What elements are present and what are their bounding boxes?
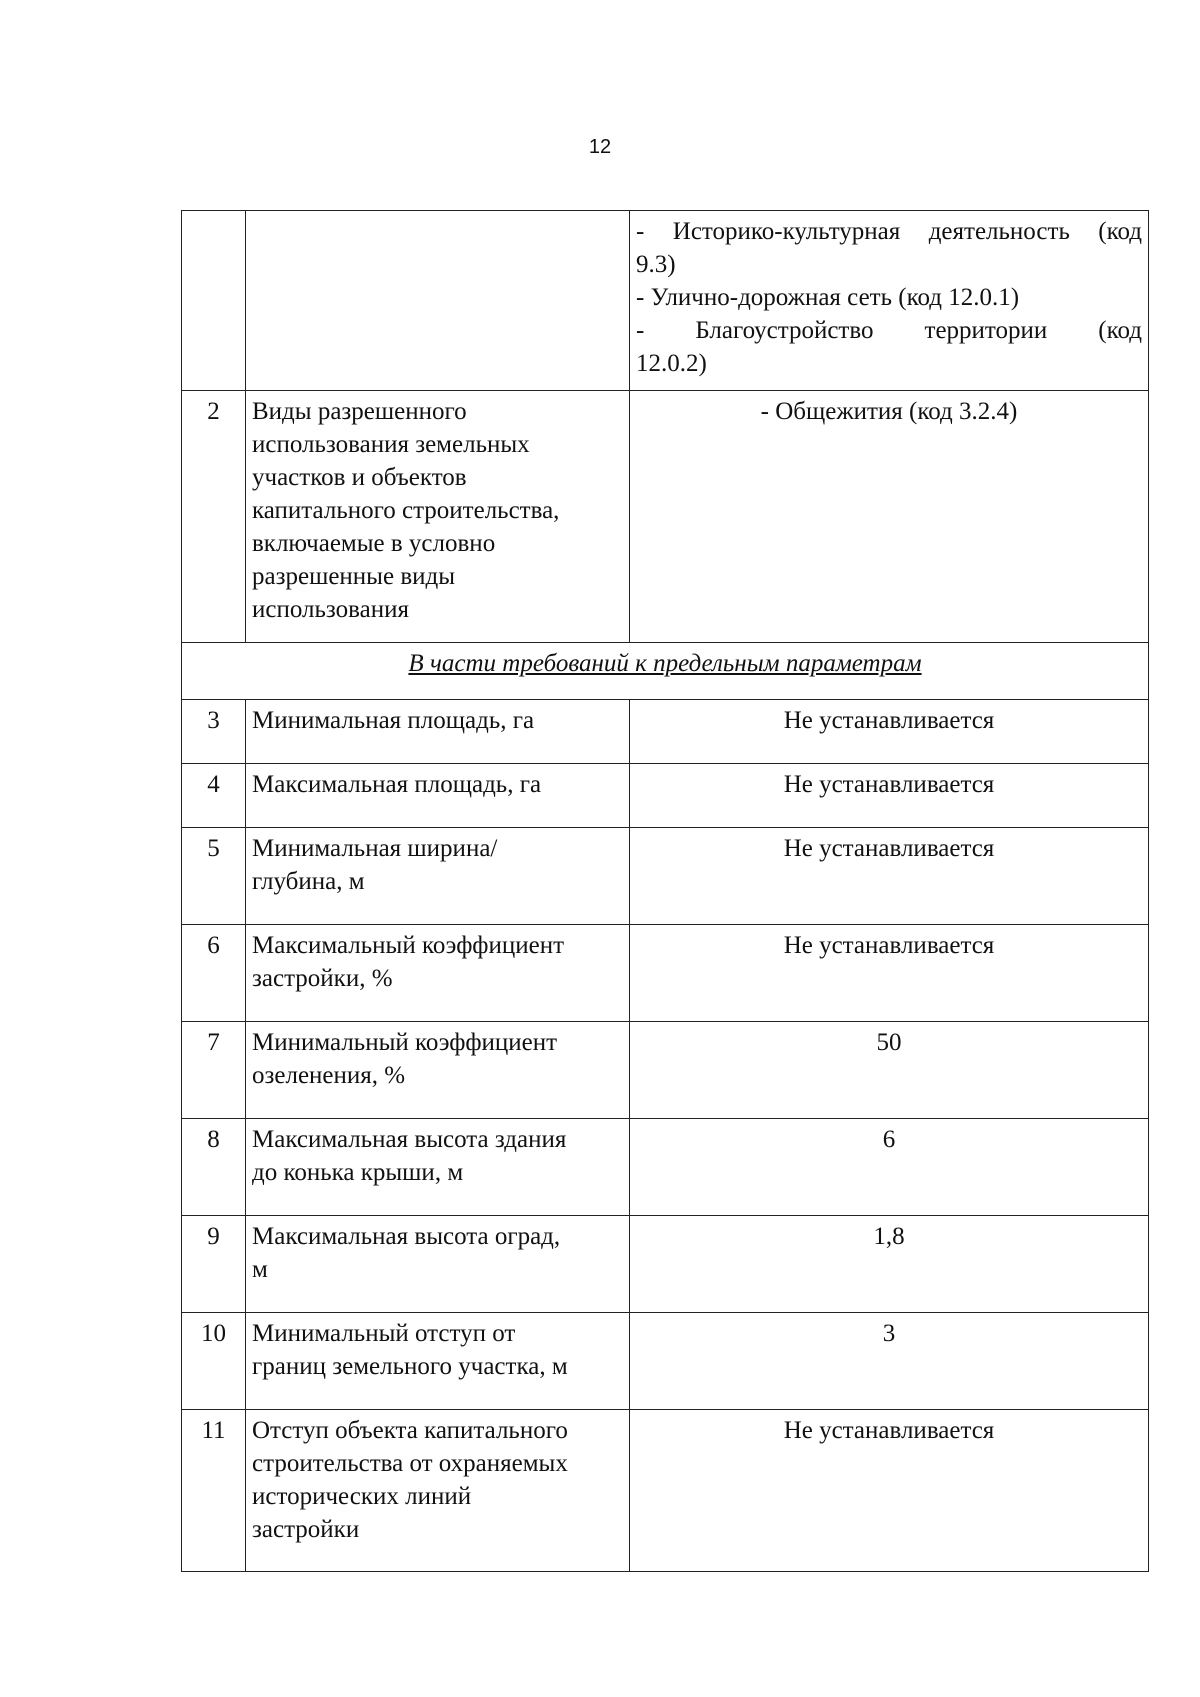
row-number: 9 xyxy=(182,1216,246,1313)
row-name xyxy=(246,764,630,828)
value-line: - Историко-культурная деятельность (код xyxy=(636,218,1142,245)
row-name xyxy=(246,1410,630,1572)
name-line: исторических линий xyxy=(252,1483,472,1510)
row-number: 3 xyxy=(182,700,246,764)
row-number: 4 xyxy=(182,764,246,828)
row-number xyxy=(182,211,246,391)
row-value: 50 xyxy=(630,1022,1149,1119)
section-title: В части требований к предельным параметрам xyxy=(182,643,1149,700)
row-value: 1,8 xyxy=(630,1216,1149,1313)
name-line: Максимальный коэффициент xyxy=(252,932,565,959)
name-line: разрешенные виды xyxy=(252,563,456,590)
row-number: 5 xyxy=(182,828,246,925)
row-number: 11 xyxy=(182,1410,246,1572)
regulations-table xyxy=(181,210,1149,1572)
row-number: 8 xyxy=(182,1119,246,1216)
name-line: Минимальная площадь, га xyxy=(252,707,535,734)
row-value: 6 xyxy=(630,1119,1149,1216)
table-row xyxy=(182,925,1149,1022)
row-number: 7 xyxy=(182,1022,246,1119)
table-row xyxy=(182,700,1149,764)
name-line: Максимальная высота здания xyxy=(252,1126,567,1153)
table-row xyxy=(182,1216,1149,1313)
row-value: - Общежития (код 3.2.4) xyxy=(630,391,1149,643)
table-row xyxy=(182,1022,1149,1119)
value-line: - Благоустройство территории (код xyxy=(636,317,1142,344)
value-line: 9.3) xyxy=(636,251,676,278)
value-line: - Улично-дорожная сеть (код 12.0.1) xyxy=(636,284,1020,311)
name-line: м xyxy=(252,1256,268,1283)
row-number: 10 xyxy=(182,1313,246,1410)
name-line: до конька крыши, м xyxy=(252,1159,464,1186)
name-line: Отступ объекта капитального xyxy=(252,1417,568,1444)
row-name xyxy=(246,1313,630,1410)
name-line: Максимальная площадь, га xyxy=(252,771,542,798)
name-line: включаемые в условно xyxy=(252,530,496,557)
name-line: использования земельных xyxy=(252,431,530,458)
row-name xyxy=(246,828,630,925)
row-name xyxy=(246,1119,630,1216)
table-row xyxy=(182,828,1149,925)
row-name xyxy=(246,391,630,643)
row-number: 6 xyxy=(182,925,246,1022)
row-value: 3 xyxy=(630,1313,1149,1410)
row-value: Не устанавливается xyxy=(630,925,1149,1022)
row-name xyxy=(246,700,630,764)
page-number: 12 xyxy=(588,136,612,158)
name-line: использования xyxy=(252,596,409,623)
name-line: участков и объектов xyxy=(252,464,467,491)
section-header-row xyxy=(182,643,1149,700)
name-line: Минимальная ширина/ xyxy=(252,835,498,862)
name-line: застройки, % xyxy=(252,965,393,992)
row-name xyxy=(246,1022,630,1119)
row-name xyxy=(246,211,630,391)
table-row xyxy=(182,1313,1149,1410)
name-line: Минимальный отступ от xyxy=(252,1320,516,1347)
name-line: Максимальная высота оград, xyxy=(252,1223,561,1250)
table-row-continuation xyxy=(182,211,1149,391)
value-line: 12.0.2) xyxy=(636,350,707,377)
name-line: Виды разрешенного xyxy=(252,398,467,425)
table-row xyxy=(182,391,1149,643)
row-value xyxy=(630,211,1149,391)
row-value: Не устанавливается xyxy=(630,1410,1149,1572)
name-line: капитального строительства, xyxy=(252,497,560,524)
row-value: Не устанавливается xyxy=(630,764,1149,828)
row-value: Не устанавливается xyxy=(630,700,1149,764)
row-number: 2 xyxy=(182,391,246,643)
table-row xyxy=(182,1119,1149,1216)
name-line: границ земельного участка, м xyxy=(252,1353,568,1380)
name-line: строительства от охраняемых xyxy=(252,1450,568,1477)
name-line: озеленения, % xyxy=(252,1062,406,1089)
name-line: Минимальный коэффициент xyxy=(252,1029,558,1056)
name-line: застройки xyxy=(252,1516,360,1543)
row-value: Не устанавливается xyxy=(630,828,1149,925)
name-line: глубина, м xyxy=(252,868,365,895)
table-row xyxy=(182,1410,1149,1572)
row-name xyxy=(246,925,630,1022)
row-name xyxy=(246,1216,630,1313)
table-row xyxy=(182,764,1149,828)
